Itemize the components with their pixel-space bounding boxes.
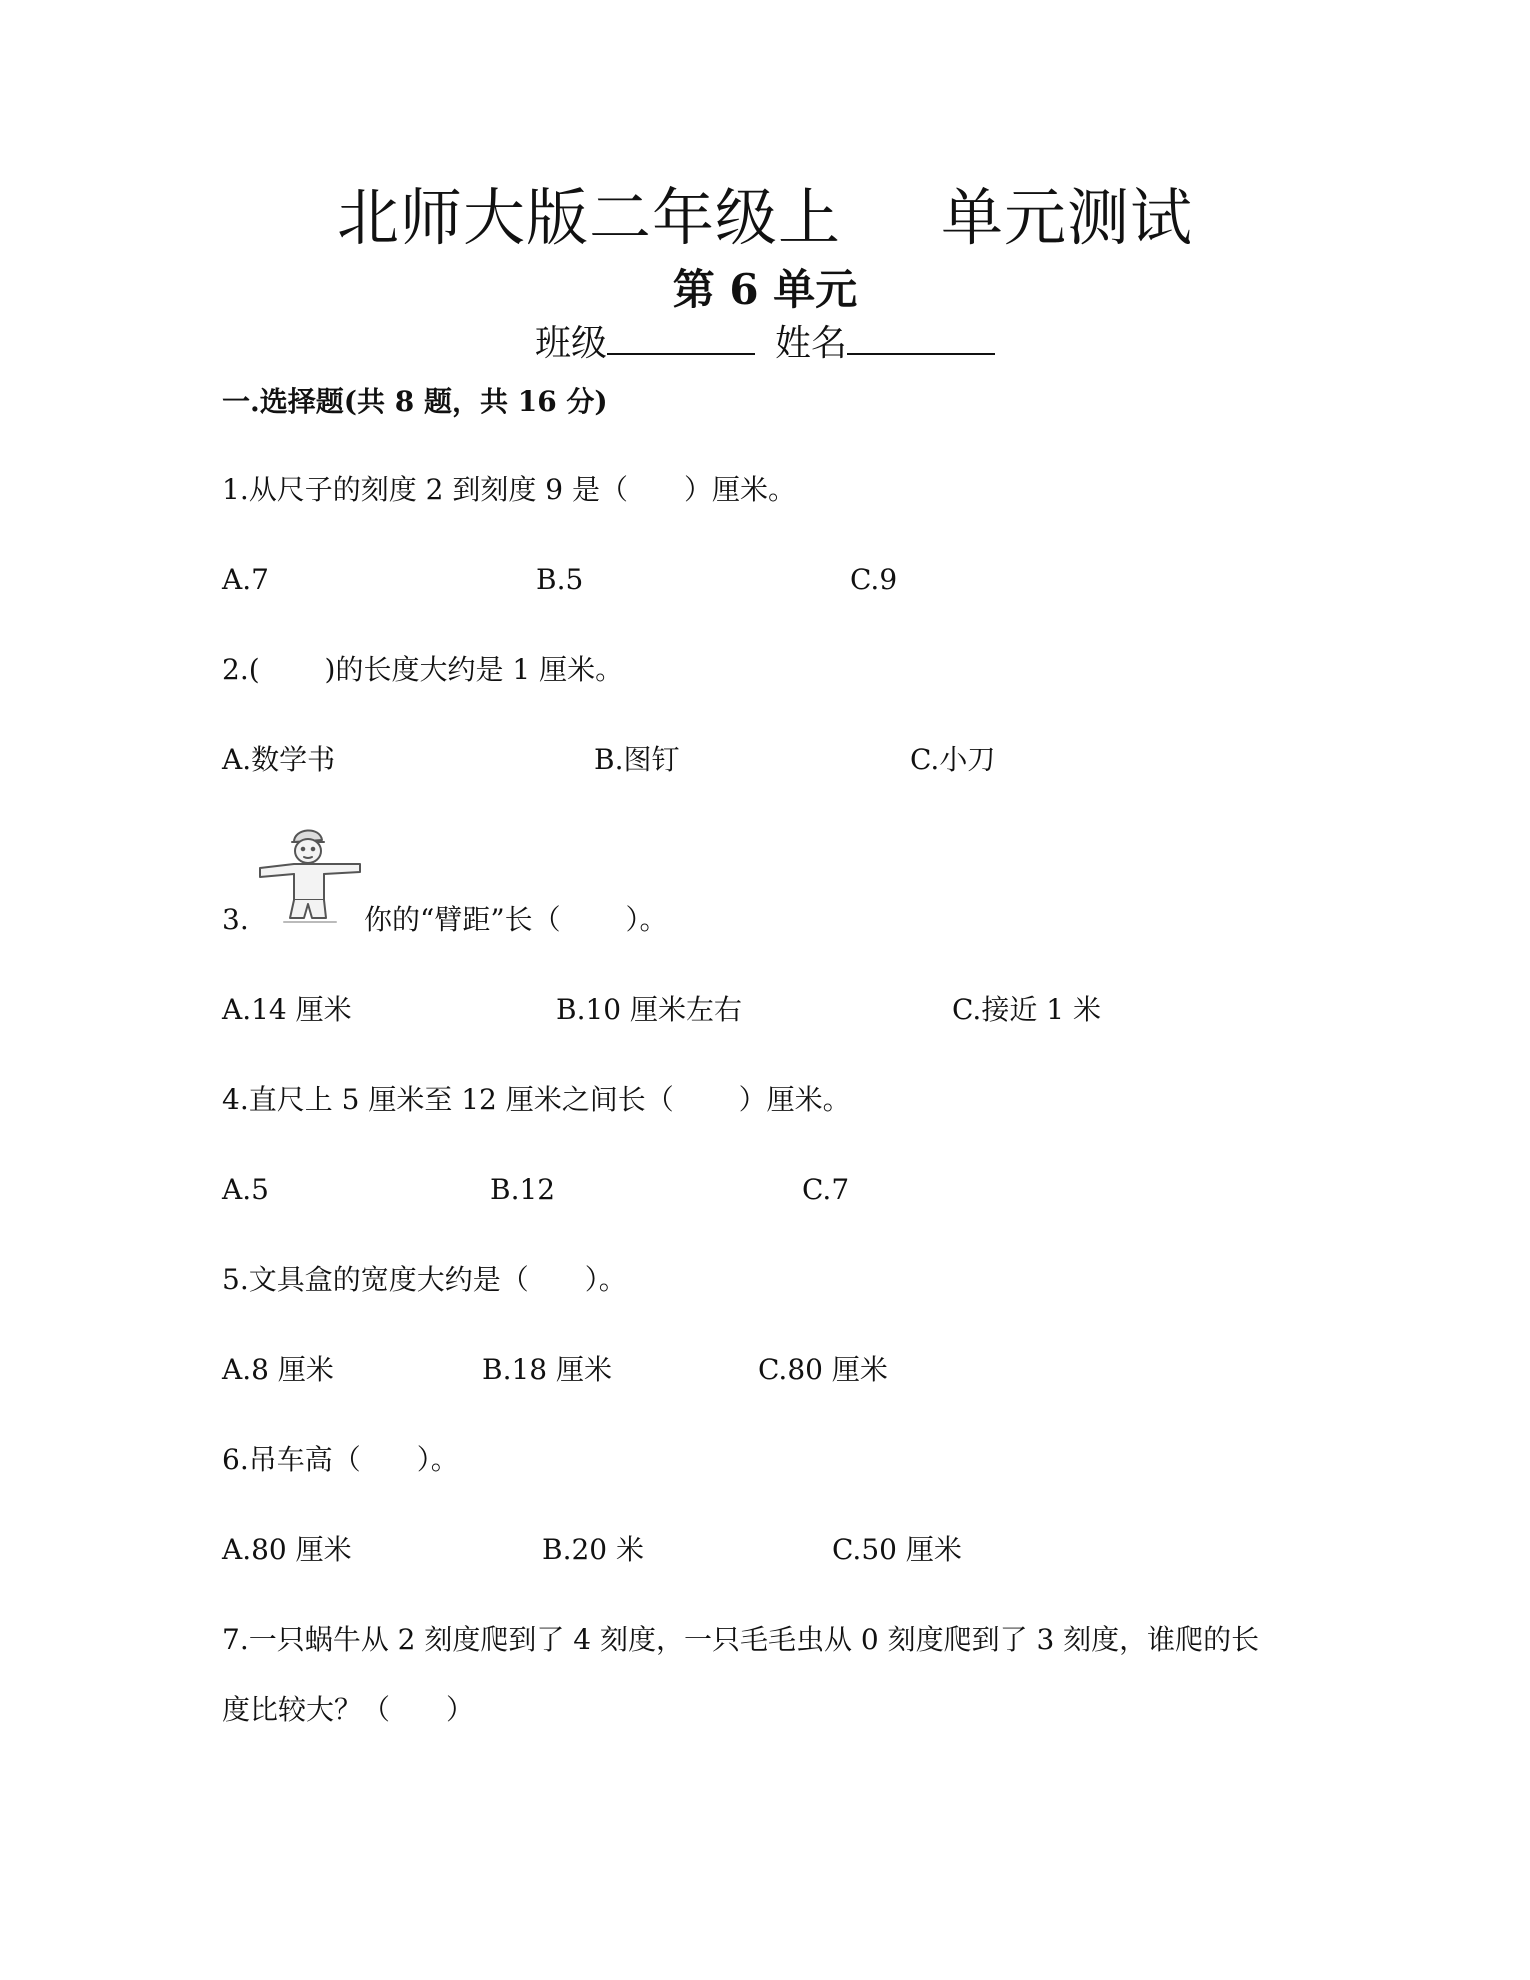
title-main: 北师大版二年级上 [336,181,841,254]
student-info [0,318,1530,370]
question-2-text: 2.( )的长度大约是 1 厘米。 [222,653,624,686]
question-3-number: 3. [222,903,249,936]
question-2-option-a[interactable]: A.数学书 [222,743,336,776]
question-4-text: 4.直尺上 5 厘米至 12 厘米之间长（ ）厘米。 [222,1083,851,1116]
question-1-option-b[interactable]: B.5 [536,563,584,596]
question-1-option-c[interactable]: C.9 [850,563,898,596]
question-6-option-b[interactable]: B.20 米 [542,1533,645,1566]
question-7-text-line2: 度比较大？（ ） [222,1693,475,1726]
name-label: 姓名 [775,323,848,364]
question-4-option-c[interactable]: C.7 [802,1173,850,1206]
question-1-option-a[interactable]: A.7 [222,563,269,596]
question-6-option-a[interactable]: A.80 厘米 [222,1533,352,1566]
title-suffix: 单元测试 [941,181,1194,254]
question-6-text: 6.吊车高（ ）。 [222,1443,459,1476]
child-arms-outstretched-icon [254,822,366,926]
class-blank[interactable] [607,319,755,355]
question-5-text: 5.文具盒的宽度大约是（ ）。 [222,1263,627,1296]
question-5-option-a[interactable]: A.8 厘米 [222,1353,334,1386]
question-2-option-b[interactable]: B.图钉 [594,743,680,776]
class-label: 班级 [534,323,607,364]
question-5-option-c[interactable]: C.80 厘米 [758,1353,888,1386]
question-3-option-c[interactable]: C.接近 1 米 [952,993,1101,1026]
question-7-text-line1: 7.一只蜗牛从 2 刻度爬到了 4 刻度，一只毛毛虫从 0 刻度爬到了 3 刻度，谁爬的长 [222,1623,1260,1656]
question-1-text: 1.从尺子的刻度 2 到刻度 9 是（ ）厘米。 [222,473,796,506]
question-2-option-c[interactable]: C.小刀 [910,743,996,776]
question-5-option-b[interactable]: B.18 厘米 [482,1353,613,1386]
question-4-option-b[interactable]: B.12 [490,1173,556,1206]
question-6-option-c[interactable]: C.50 厘米 [832,1533,962,1566]
unit-subtitle: 第 6 单元 [672,265,858,314]
question-3-option-b[interactable]: B.10 厘米左右 [556,993,743,1026]
section-heading: 一.选择题(共 8 题，共 16 分) [222,385,608,418]
page-title [0,178,1530,258]
name-blank[interactable] [847,319,995,355]
question-3-text: 你的“臂距”长（ ）。 [364,903,668,936]
question-4-option-a[interactable]: A.5 [222,1173,269,1206]
question-3-option-a[interactable]: A.14 厘米 [222,993,352,1026]
